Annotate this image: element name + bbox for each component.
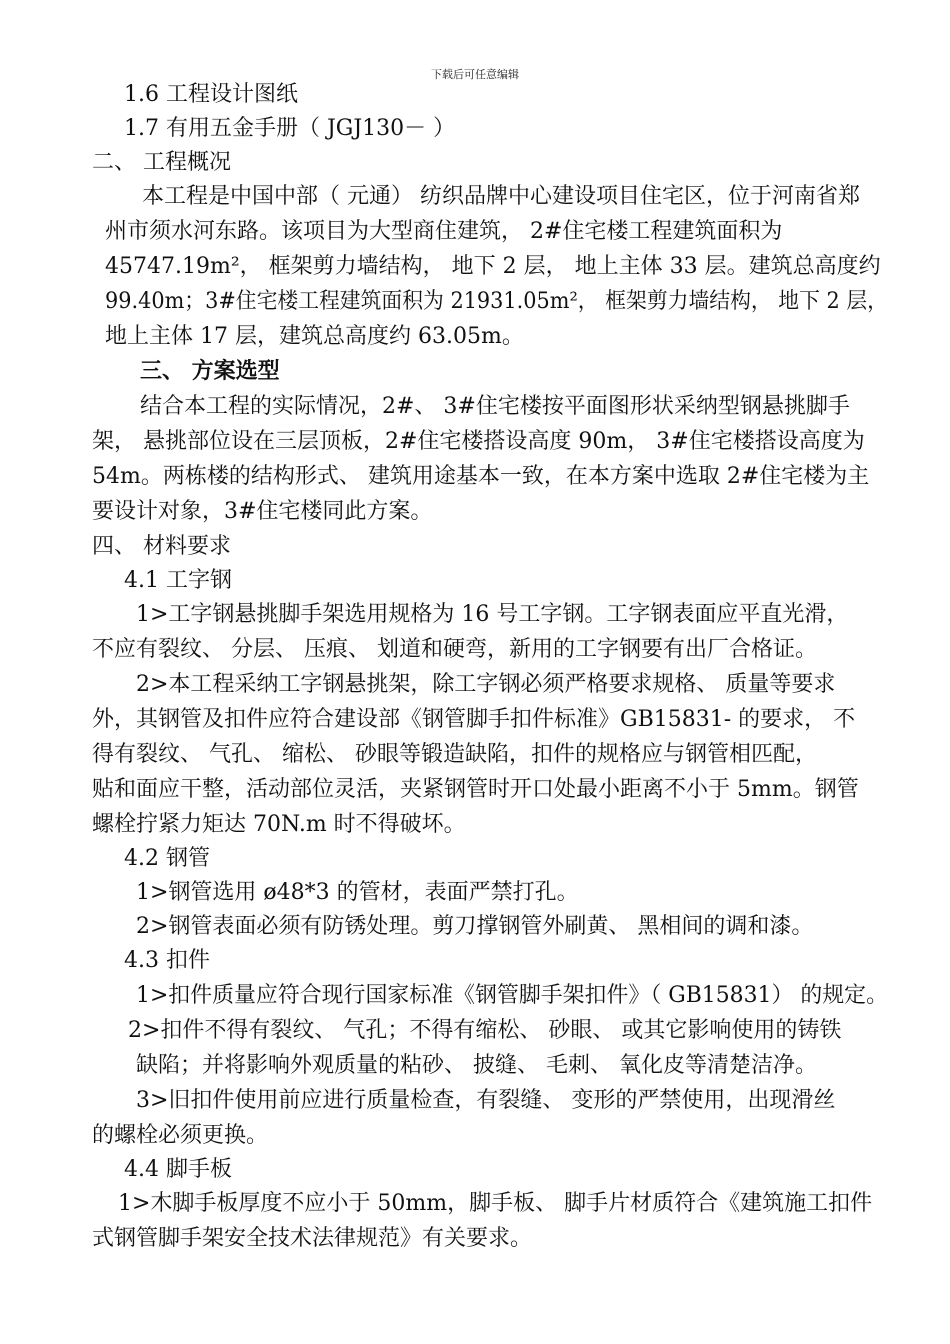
paragraph-line: 贴和面应干整，活动部位灵活，夹紧钢管时开口处最小距离不小于 5mm。钢管 <box>92 777 859 802</box>
paragraph-line: 不应有裂纹、 分层、 压痕、 划道和硬弯，新用的工字钢要有出厂合格证。 <box>92 637 817 662</box>
page-header-note: 下载后可任意编辑 <box>431 68 519 81</box>
paragraph-line: 2>本工程采纳工字钢悬挑架，除工字钢必须严格要求规格、 质量等要求 <box>136 672 836 697</box>
paragraph-line: 螺栓拧紧力矩达 70N.m 时不得破坏。 <box>92 812 466 837</box>
paragraph-line: 54m。两栋楼的结构形式、 建筑用途基本一致，在本方案中选取 2#住宅楼为主 <box>92 464 870 489</box>
paragraph-line: 1>工字钢悬挑脚手架选用规格为 16 号工字钢。工字钢表面应平直光滑， <box>136 602 849 627</box>
paragraph-line: 外，其钢管及扣件应符合建设部《钢管脚手扣件标准》GB15831- 的要求， 不 <box>92 707 856 732</box>
paragraph-line: 2>扣件不得有裂纹、 气孔；不得有缩松、 砂眼、 或其它影响使用的铸铁 <box>128 1018 842 1043</box>
heading-section-2: 二、 工程概况 <box>92 150 231 175</box>
subheading-4-1: 4.1 工字钢 <box>124 568 232 593</box>
subheading-4-2: 4.2 钢管 <box>124 846 210 871</box>
paragraph-line: 要设计对象，3#住宅楼同此方案。 <box>92 499 433 524</box>
paragraph-line: 地上主体 17 层，建筑总高度约 63.05m。 <box>105 324 524 349</box>
subheading-4-4: 4.4 脚手板 <box>124 1157 232 1182</box>
section-1-6: 1.6 工程设计图纸 <box>124 82 298 107</box>
paragraph-line: 1>钢管选用 ø48*3 的管材，表面严禁打孔。 <box>136 880 579 905</box>
paragraph-line: 2>钢管表面必须有防锈处理。剪刀撑钢管外刷黄、 黑相间的调和漆。 <box>136 914 814 939</box>
paragraph-line: 本工程是中国中部（ 元通） 纺织品牌中心建设项目住宅区，位于河南省郑 <box>142 184 860 209</box>
paragraph-line: 的螺栓必须更换。 <box>92 1123 269 1148</box>
section-1-7: 1.7 有用五金手册（ JGJ130－ ） <box>124 116 456 141</box>
subheading-4-3: 4.3 扣件 <box>124 948 210 973</box>
paragraph-line: 州市须水河东路。该项目为大型商住建筑， 2#住宅楼工程建筑面积为 <box>105 219 783 244</box>
paragraph-line: 架， 悬挑部位设在三层顶板，2#住宅楼搭设高度 90m， 3#住宅楼搭设高度为 <box>92 429 865 454</box>
heading-section-3: 三、 方案选型 <box>140 359 280 384</box>
paragraph-line: 得有裂纹、 气孔、 缩松、 砂眼等锻造缺陷，扣件的规格应与钢管相匹配， <box>92 742 817 767</box>
heading-section-4: 四、 材料要求 <box>92 534 231 559</box>
paragraph-line: 1>扣件质量应符合现行国家标准《钢管脚手架扣件》（ GB15831） 的规定。 <box>136 983 888 1008</box>
paragraph-line: 1>木脚手板厚度不应小于 50mm，脚手板、 脚手片材质符合《建筑施工扣件 <box>118 1191 873 1216</box>
paragraph-line: 3>旧扣件使用前应进行质量检查，有裂缝、 变形的严禁使用，出现滑丝 <box>136 1088 836 1113</box>
paragraph-line: 式钢管脚手架安全技术法律规范》有关要求。 <box>92 1226 533 1251</box>
paragraph-line: 45747.19m²， 框架剪力墙结构， 地下 2 层， 地上主体 33 层。建筑总高度约 <box>105 254 881 279</box>
paragraph-line: 缺陷；并将影响外观质量的粘砂、 披缝、 毛刺、 氧化皮等清楚洁净。 <box>136 1053 817 1078</box>
paragraph-line: 结合本工程的实际情况，2#、 3#住宅楼按平面图形状采纳型钢悬挑脚手 <box>140 394 850 419</box>
paragraph-line: 99.40m；3#住宅楼工程建筑面积为 21931.05m²， 框架剪力墙结构， 地下 2 层， <box>105 289 888 314</box>
